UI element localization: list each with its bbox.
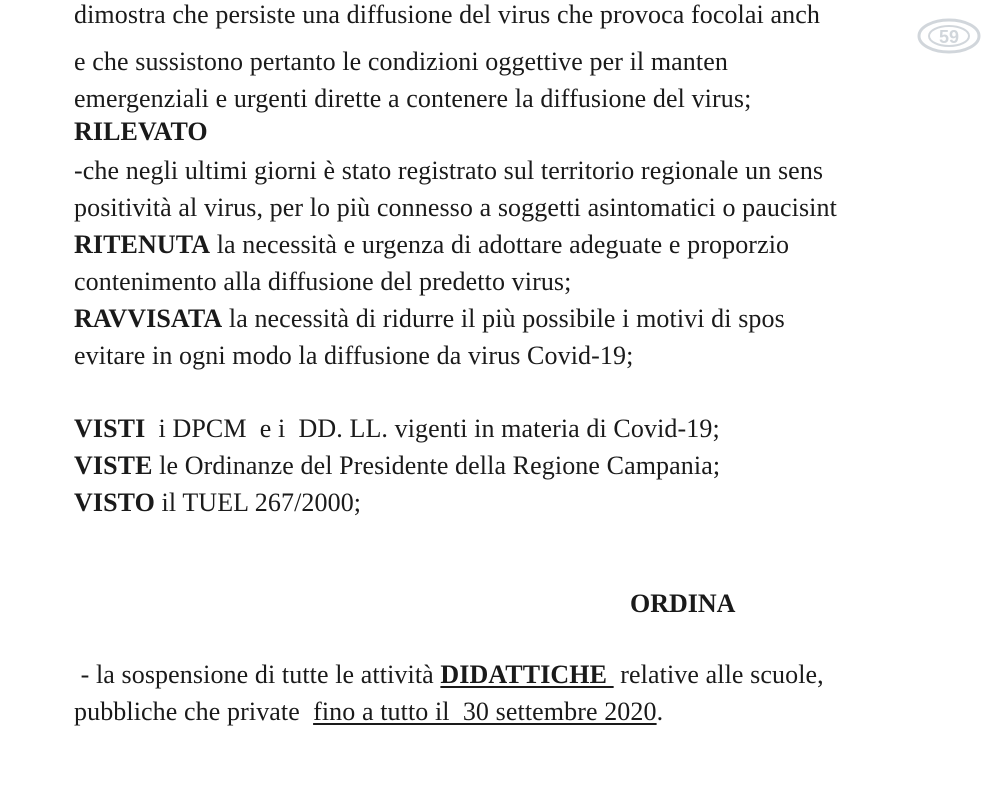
rilevato-line-2: positività al virus, per lo più connesso a soggetti asintomatici o paucisint — [74, 193, 837, 222]
visto-keyword: VISTO — [74, 488, 155, 517]
ordina-text-end: relative alle scuole, — [613, 660, 824, 689]
visto-line — [74, 488, 361, 518]
paragraph-line-1: dimostra che persiste una diffusione del virus che provoca focolai anch — [74, 0, 820, 29]
didattiche-emphasis: DIDATTICHE — [440, 660, 614, 689]
ravvisata-line-2: evitare in ogni modo la diffusione da virus Covid-19; — [74, 341, 634, 370]
ritenuta-line-1 — [74, 230, 789, 260]
deadline-date: fino a tutto il 30 settembre 2020 — [313, 697, 657, 726]
ravvisata-text: la necessità di ridurre il più possibile i motivi di spos — [222, 304, 785, 333]
paragraph-line-2: e che sussistono pertanto le condizioni oggettive per il manten — [74, 47, 728, 76]
visti-text: i DPCM e i DD. LL. vigenti in materia di Covid-19; — [145, 414, 720, 443]
ordina-line-1 — [74, 660, 824, 690]
visti-keyword: VISTI — [74, 414, 146, 443]
viste-line — [74, 451, 720, 481]
ordina-text-start: - la sospensione di tutte le attività — [74, 660, 441, 689]
ravvisata-keyword: RAVVISATA — [74, 304, 223, 333]
ordina-heading: ORDINA — [630, 589, 736, 618]
ordina-line2-start: pubbliche che private — [74, 697, 314, 726]
rilevato-heading: RILEVATO — [74, 117, 208, 146]
ordina-line2-end: . — [656, 697, 664, 726]
ordina-line-2 — [74, 697, 663, 727]
rilevato-line-1: -che negli ultimi giorni è stato registrato sul territorio regionale un sens — [74, 156, 824, 185]
visti-line — [74, 414, 720, 444]
viste-keyword: VISTE — [74, 451, 153, 480]
ritenuta-keyword: RITENUTA — [74, 230, 211, 259]
visto-text: il TUEL 267/2000; — [154, 488, 362, 517]
paragraph-line-3: emergenziali e urgenti dirette a contenere la diffusione del virus; — [74, 84, 752, 113]
ritenuta-text: la necessità e urgenza di adottare adeguate e proporzio — [210, 230, 790, 259]
broadcaster-logo-icon — [914, 16, 984, 56]
ritenuta-line-2: contenimento alla diffusione del predetto virus; — [74, 267, 572, 296]
logo-number: 59 — [938, 27, 960, 47]
viste-text: le Ordinanze del Presidente della Regione Campania; — [152, 451, 721, 480]
ravvisata-line-1 — [74, 304, 785, 334]
